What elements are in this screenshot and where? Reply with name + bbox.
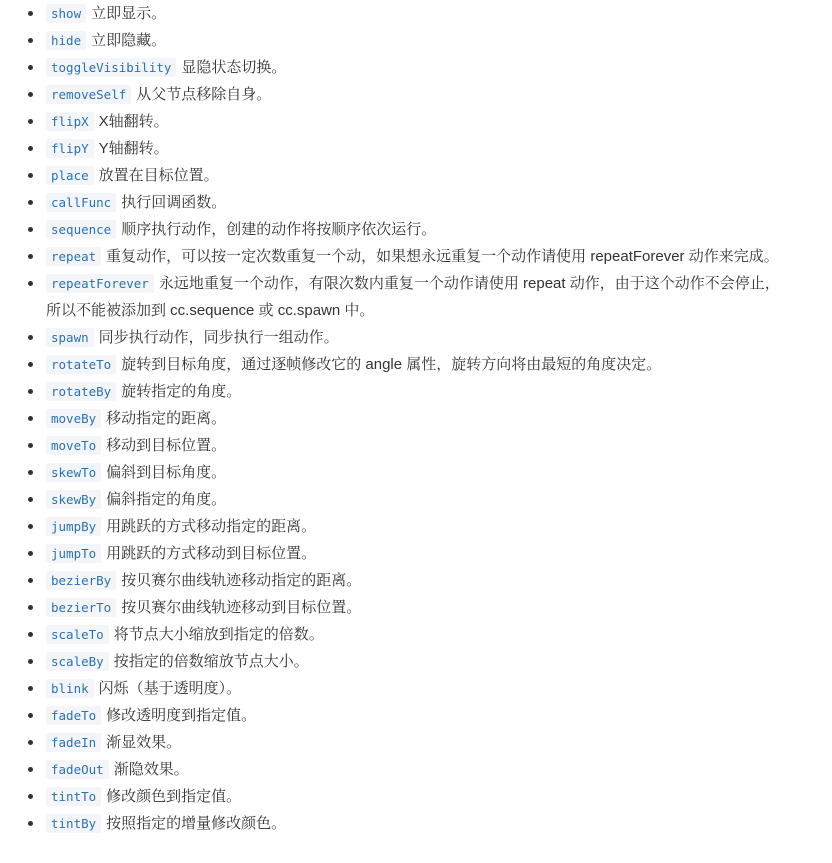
list-item <box>24 675 792 702</box>
action-description: 旋转到目标角度，通过逐帧修改它的 angle 属性，旋转方向将由最短的角度决定。 <box>121 356 662 373</box>
list-item <box>24 513 792 540</box>
list-item <box>24 567 792 594</box>
action-description: 从父节点移除自身。 <box>136 86 272 103</box>
list-item <box>24 540 792 567</box>
list-item <box>24 405 792 432</box>
list-item <box>24 621 792 648</box>
action-description: 将节点大小缩放到指定的倍数。 <box>113 626 324 643</box>
list-item <box>24 432 792 459</box>
action-code: moveBy <box>46 409 101 428</box>
action-description: 执行回调函数。 <box>121 194 227 211</box>
action-description: 旋转指定的角度。 <box>121 383 242 400</box>
action-description: 放置在目标位置。 <box>98 167 219 184</box>
action-code: rotateTo <box>46 355 116 374</box>
action-code: scaleBy <box>46 652 109 671</box>
list-item <box>24 162 792 189</box>
list-item <box>24 810 792 837</box>
list-item <box>24 324 792 351</box>
list-item <box>24 108 792 135</box>
list-item <box>24 486 792 513</box>
action-description: 用跳跃的方式移动到目标位置。 <box>106 545 317 562</box>
action-description: 修改颜色到指定值。 <box>106 788 242 805</box>
list-item <box>24 81 792 108</box>
list-item <box>24 756 792 783</box>
list-item <box>24 702 792 729</box>
action-code: removeSelf <box>46 85 131 104</box>
action-code: flipY <box>46 139 94 158</box>
list-item <box>24 729 792 756</box>
list-item <box>24 135 792 162</box>
action-code: skewBy <box>46 490 101 509</box>
list-item <box>24 378 792 405</box>
list-item <box>24 648 792 675</box>
action-code: fadeTo <box>46 706 101 725</box>
action-description: 按指定的倍数缩放节点大小。 <box>113 653 309 670</box>
action-code: scaleTo <box>46 625 109 644</box>
action-description: 立即隐藏。 <box>91 32 167 49</box>
action-description: 重复动作，可以按一定次数重复一个动，如果想永远重复一个动作请使用 repeatForever 动作来完成。 <box>106 248 779 265</box>
action-description: 显隐状态切换。 <box>181 59 287 76</box>
list-item <box>24 243 792 270</box>
action-code: show <box>46 4 86 23</box>
action-code: jumpTo <box>46 544 101 563</box>
action-code: jumpBy <box>46 517 101 536</box>
action-code: moveTo <box>46 436 101 455</box>
action-description: 修改透明度到指定值。 <box>106 707 257 724</box>
action-description: 用跳跃的方式移动指定的距离。 <box>106 518 317 535</box>
action-code: tintBy <box>46 814 101 833</box>
action-description: 偏斜到目标角度。 <box>106 464 227 481</box>
action-description: 渐隐效果。 <box>113 761 189 778</box>
action-code: repeat <box>46 247 101 266</box>
action-description: 同步执行动作，同步执行一组动作。 <box>98 329 339 346</box>
action-code: toggleVisibility <box>46 58 176 77</box>
list-item <box>24 54 792 81</box>
list-item <box>24 27 792 54</box>
action-code: bezierBy <box>46 571 116 590</box>
action-description: Y轴翻转。 <box>98 140 169 157</box>
action-code: tintTo <box>46 787 101 806</box>
action-description: 按照指定的增量修改颜色。 <box>106 815 287 832</box>
list-item <box>24 783 792 810</box>
action-description: 移动到目标位置。 <box>106 437 227 454</box>
list-item <box>24 189 792 216</box>
list-item <box>24 459 792 486</box>
action-description: 按贝赛尔曲线轨迹移动指定的距离。 <box>121 572 362 589</box>
list-item <box>24 216 792 243</box>
action-description: 立即显示。 <box>91 5 167 22</box>
action-description: 闪烁（基于透明度）。 <box>98 680 242 697</box>
action-code: fadeIn <box>46 733 101 752</box>
list-item <box>24 351 792 378</box>
list-item <box>24 0 792 27</box>
list-item <box>24 594 792 621</box>
action-description: 渐显效果。 <box>106 734 182 751</box>
action-code: blink <box>46 679 94 698</box>
action-code: place <box>46 166 94 185</box>
action-code: bezierTo <box>46 598 116 617</box>
action-description: 永远地重复一个动作，有限次数内重复一个动作请使用 repeat 动作，由于这个动作不会停止，所以不能被添加到 cc.sequence 或 cc.spawn 中。 <box>46 275 780 319</box>
action-description: X轴翻转。 <box>98 113 169 130</box>
action-code: callFunc <box>46 193 116 212</box>
action-code: flipX <box>46 112 94 131</box>
action-description: 顺序执行动作，创建的动作将按顺序依次运行。 <box>121 221 437 238</box>
action-code: repeatForever <box>46 274 154 293</box>
action-code: sequence <box>46 220 116 239</box>
action-code: skewTo <box>46 463 101 482</box>
action-description: 移动指定的距离。 <box>106 410 227 427</box>
action-code: spawn <box>46 328 94 347</box>
action-description: 偏斜指定的角度。 <box>106 491 227 508</box>
action-code: fadeOut <box>46 760 109 779</box>
action-description: 按贝赛尔曲线轨迹移动到目标位置。 <box>121 599 362 616</box>
list-item <box>24 270 792 324</box>
action-code: hide <box>46 31 86 50</box>
action-code: rotateBy <box>46 382 116 401</box>
